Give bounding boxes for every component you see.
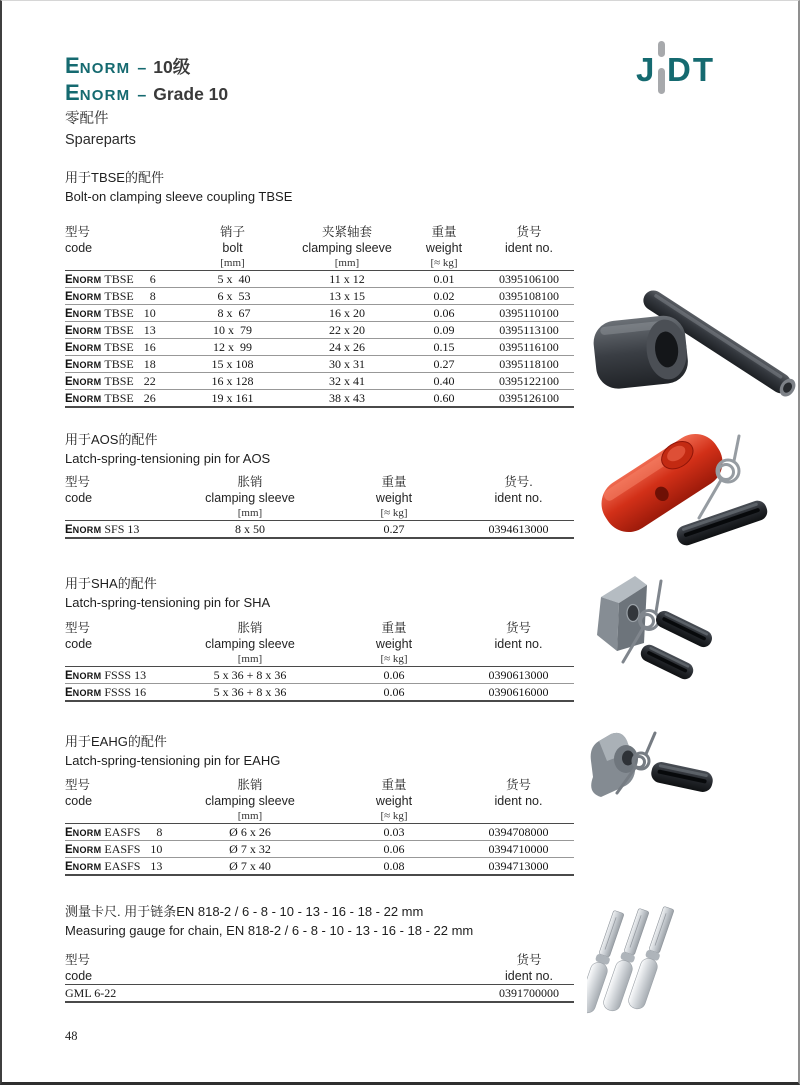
title-dash: –	[137, 87, 147, 104]
grade-zh: 10级	[153, 57, 191, 77]
table-row: GML 6-22 0391700000	[65, 984, 574, 1001]
section-title-en: Bolt-on clamping sleeve coupling TBSE	[65, 188, 293, 204]
table-header: 型号 销子 夹紧轴套 重量 货号 code bolt clamping sleeve weight ident no. [mm] [mm] [≈ kg]	[65, 224, 553, 269]
table-row: ENORM TBSE 6 5 x 40 11 x 12 0.01 0395106100	[65, 270, 574, 287]
tbse-product-photo	[587, 257, 797, 402]
table-body	[65, 823, 574, 874]
table-header: 型号 胀销 重量 货号. code clamping sleeve weight ident no. [mm] [≈ kg]	[65, 474, 543, 519]
table-header: 型号 货号 code ident no.	[65, 952, 553, 983]
spareparts-zh: 零配件	[65, 111, 109, 127]
title-line-zh	[65, 53, 228, 80]
table-body	[65, 666, 574, 700]
table-body	[65, 270, 574, 406]
sha-product-photo	[577, 563, 800, 708]
section-title-tbse	[65, 169, 292, 206]
page-title	[65, 53, 228, 107]
clamping-sleeve-image	[591, 314, 690, 391]
table-header: 型号 胀销 重量 货号 code clamping sleeve weight ident no. [mm] [≈ kg]	[65, 777, 543, 822]
table-row: ENORM SFS 13 8 x 50 0.27 0394613000	[65, 520, 574, 537]
table-row: ENORM TBSE 22 16 x 128 32 x 41 0.40 0395122100	[65, 372, 574, 389]
latch-image	[597, 576, 647, 651]
table-body	[65, 984, 574, 1001]
logo-bar-icon	[658, 68, 665, 94]
section-title-eahg	[65, 733, 280, 770]
jdt-logo	[636, 41, 720, 99]
roll-pin-image	[653, 608, 714, 650]
section-title-en: Latch-spring-tensioning pin for AOS	[65, 450, 271, 466]
section-title-aos	[65, 431, 270, 468]
table-row: ENORM EASFS 13 Ø 7 x 40 0.08 0394713000	[65, 857, 574, 874]
section-title-en: Latch-spring-tensioning pin for SHA	[65, 594, 271, 610]
table-row: ENORM EASFS 8 Ø 6 x 26 0.03 0394708000	[65, 823, 574, 840]
logo-letters-dt: DT	[667, 51, 715, 88]
section-title-en: Measuring gauge for chain, EN 818-2 / 6 - 8 - 10 - 13 - 16 - 18 - 22 mm	[65, 922, 474, 938]
gauge-product-photo	[587, 894, 800, 1044]
eahg-product-photo	[577, 719, 800, 869]
logo-bar-icon	[658, 41, 665, 57]
grade-en: Grade 10	[153, 84, 229, 104]
sha-table	[65, 618, 574, 702]
table-row: ENORM TBSE 8 6 x 53 13 x 15 0.02 0395108100	[65, 287, 574, 304]
roll-pin-image	[638, 642, 696, 682]
page-number: 48	[65, 1029, 78, 1043]
table-row: ENORM TBSE 26 19 x 161 38 x 43 0.60 0395126100	[65, 389, 574, 406]
section-title-zh: 用于EAHG的配件	[65, 734, 167, 749]
eahg-table	[65, 775, 574, 876]
aos-product-photo	[580, 419, 795, 559]
gauge-table	[65, 950, 574, 1003]
table-row: ENORM TBSE 10 8 x 67 16 x 20 0.06 0395110100	[65, 304, 574, 321]
section-title-sha	[65, 575, 270, 612]
title-line-en	[65, 80, 228, 107]
section-title-zh: 用于AOS的配件	[65, 432, 158, 447]
spareparts-en: Spareparts	[65, 132, 136, 148]
latch-image	[591, 733, 638, 797]
section-title-zh: 用于SHA的配件	[65, 576, 157, 591]
section-title-zh: 用于TBSE的配件	[65, 170, 164, 185]
roll-pin-image	[649, 760, 714, 793]
table-row: ENORM TBSE 13 10 x 79 22 x 20 0.09 0395113100	[65, 321, 574, 338]
table-row: ENORM FSSS 16 5 x 36 + 8 x 36 0.06 0390616000	[65, 683, 574, 700]
section-title-gauge	[65, 903, 473, 940]
brand-name: ENORM	[65, 53, 131, 78]
title-dash: –	[137, 60, 147, 77]
aos-table	[65, 472, 574, 539]
logo-letter-j: J	[636, 51, 655, 88]
section-title-en: Latch-spring-tensioning pin for EAHG	[65, 752, 281, 768]
table-row: ENORM FSSS 13 5 x 36 + 8 x 36 0.06 0390613000	[65, 666, 574, 683]
spareparts-subtitle	[65, 109, 136, 151]
tbse-table	[65, 222, 574, 408]
table-row: ENORM EASFS 10 Ø 7 x 32 0.06 0394710000	[65, 840, 574, 857]
roll-pin-image	[674, 498, 769, 548]
table-row: ENORM TBSE 18 15 x 108 30 x 31 0.27 0395118100	[65, 355, 574, 372]
table-header: 型号 胀销 重量 货号 code clamping sleeve weight ident no. [mm] [≈ kg]	[65, 620, 543, 665]
brand-name: ENORM	[65, 80, 131, 105]
table-row: ENORM TBSE 16 12 x 99 24 x 26 0.15 0395116100	[65, 338, 574, 355]
table-body	[65, 520, 574, 537]
section-title-zh: 测量卡尺. 用于链条EN 818-2 / 6 - 8 - 10 - 13 - 16 - 18 - 22 mm	[65, 904, 424, 919]
